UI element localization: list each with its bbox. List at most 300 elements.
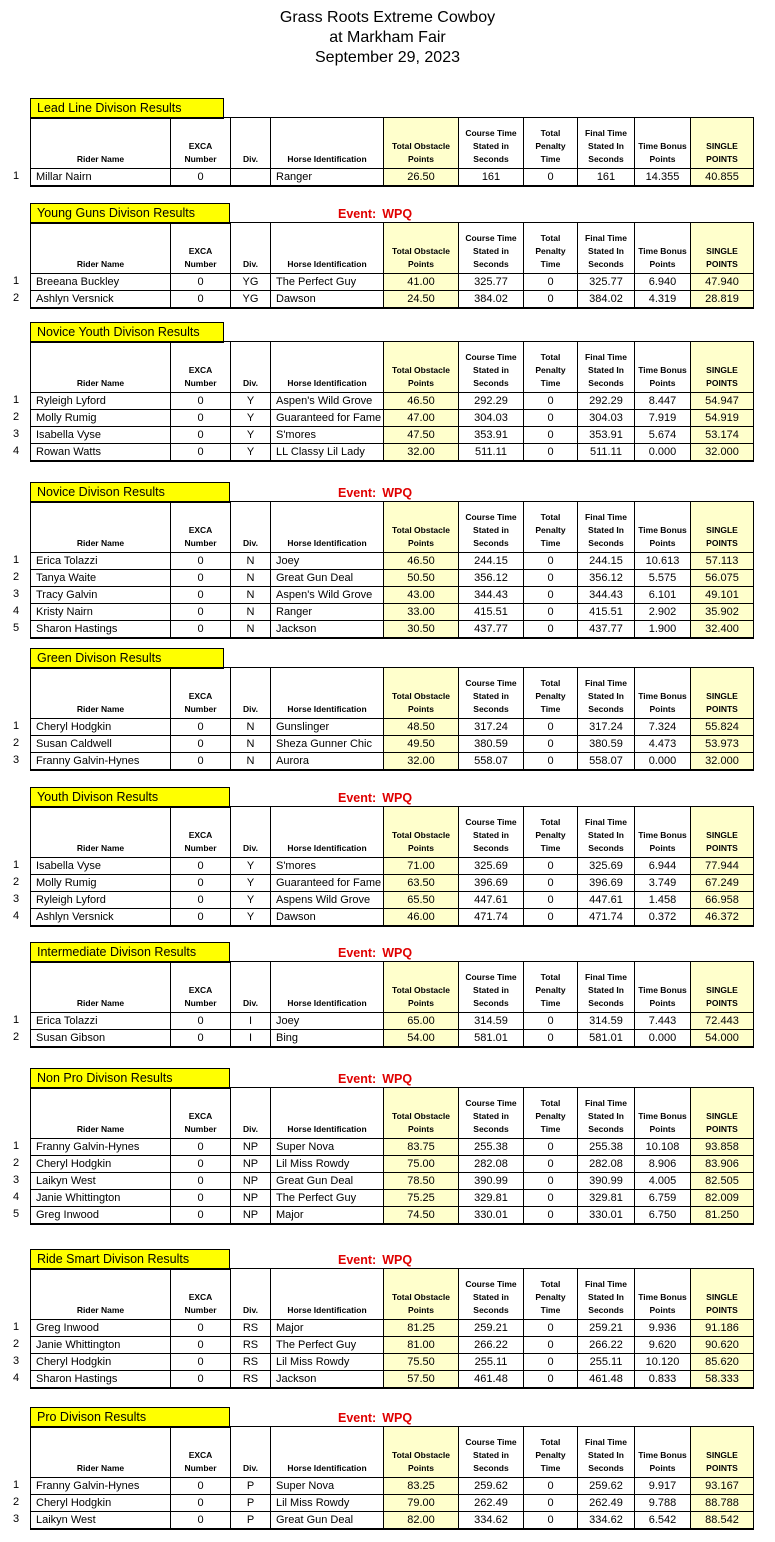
rank-number: 3 xyxy=(12,1174,20,1186)
cell-penalty: 0 xyxy=(524,1337,578,1354)
cell-rider: Greg Inwood xyxy=(31,1320,171,1337)
cell-exca: 0 xyxy=(171,753,231,771)
division-title: Novice Divison Results xyxy=(30,482,230,503)
column-header-final: Final Time Stated In Seconds xyxy=(578,118,635,169)
cell-single: 32.400 xyxy=(691,621,754,639)
event-value: WPQ xyxy=(382,1411,413,1425)
table-row xyxy=(31,1190,754,1207)
cell-horse: Lil Miss Rowdy xyxy=(271,1156,384,1173)
cell-div: RS xyxy=(231,1354,271,1371)
column-header-div: Div. xyxy=(231,1088,271,1139)
table-header-row xyxy=(31,962,754,1013)
cell-bonus: 5.674 xyxy=(635,427,691,444)
cell-bonus: 6.944 xyxy=(635,858,691,875)
cell-div: N xyxy=(231,604,271,621)
cell-penalty: 0 xyxy=(524,1495,578,1512)
table-header-row xyxy=(31,502,754,553)
table-row xyxy=(31,892,754,909)
event-label-text: Event: xyxy=(338,207,377,221)
cell-exca: 0 xyxy=(171,1030,231,1048)
cell-penalty: 0 xyxy=(524,1173,578,1190)
cell-div: Y xyxy=(231,858,271,875)
column-header-rider: Rider Name xyxy=(31,962,171,1013)
cell-course: 259.62 xyxy=(459,1478,524,1495)
cell-div: RS xyxy=(231,1371,271,1389)
cell-bonus: 6.101 xyxy=(635,587,691,604)
table-row xyxy=(31,1030,754,1048)
cell-obstacle: 82.00 xyxy=(384,1512,459,1530)
cell-exca: 0 xyxy=(171,393,231,410)
rank-number: 3 xyxy=(12,588,20,600)
table-header-row xyxy=(31,223,754,274)
cell-horse: Aspens Wild Grove xyxy=(271,892,384,909)
cell-final: 255.38 xyxy=(578,1139,635,1156)
cell-single: 82.505 xyxy=(691,1173,754,1190)
cell-final: 437.77 xyxy=(578,621,635,639)
cell-single: 93.858 xyxy=(691,1139,754,1156)
cell-course: 437.77 xyxy=(459,621,524,639)
cell-rider: Ashlyn Versnick xyxy=(31,909,171,927)
cell-exca: 0 xyxy=(171,1337,231,1354)
cell-div: N xyxy=(231,587,271,604)
cell-rider: Laikyn West xyxy=(31,1173,171,1190)
rank-number: 4 xyxy=(12,1372,20,1384)
column-header-penalty: Total Penalty Time xyxy=(524,223,578,274)
rank-number: 2 xyxy=(12,1031,20,1043)
cell-div: I xyxy=(231,1013,271,1030)
cell-obstacle: 47.50 xyxy=(384,427,459,444)
cell-penalty: 0 xyxy=(524,621,578,639)
cell-course: 581.01 xyxy=(459,1030,524,1048)
column-header-rider: Rider Name xyxy=(31,668,171,719)
cell-bonus: 9.936 xyxy=(635,1320,691,1337)
cell-penalty: 0 xyxy=(524,587,578,604)
column-header-obstacle: Total Obstacle Points xyxy=(384,668,459,719)
cell-exca: 0 xyxy=(171,909,231,927)
cell-div: P xyxy=(231,1495,271,1512)
cell-single: 35.902 xyxy=(691,604,754,621)
cell-horse: The Perfect Guy xyxy=(271,1337,384,1354)
cell-exca: 0 xyxy=(171,1190,231,1207)
cell-exca: 0 xyxy=(171,274,231,291)
cell-course: 317.24 xyxy=(459,719,524,736)
column-header-course: Course Time Stated in Seconds xyxy=(459,1269,524,1320)
event-label-text: Event: xyxy=(338,1072,377,1086)
table-row xyxy=(31,875,754,892)
cell-penalty: 0 xyxy=(524,875,578,892)
column-header-bonus: Time Bonus Points xyxy=(635,118,691,169)
cell-final: 259.62 xyxy=(578,1478,635,1495)
column-header-obstacle: Total Obstacle Points xyxy=(384,118,459,169)
cell-final: 259.21 xyxy=(578,1320,635,1337)
cell-course: 558.07 xyxy=(459,753,524,771)
cell-bonus: 8.906 xyxy=(635,1156,691,1173)
cell-course: 314.59 xyxy=(459,1013,524,1030)
cell-div: N xyxy=(231,753,271,771)
cell-obstacle: 71.00 xyxy=(384,858,459,875)
cell-course: 461.48 xyxy=(459,1371,524,1389)
cell-horse: Guaranteed for Fame xyxy=(271,875,384,892)
cell-rider: Molly Rumig xyxy=(31,410,171,427)
division-title: Young Guns Divison Results xyxy=(30,203,230,224)
cell-bonus: 6.759 xyxy=(635,1190,691,1207)
cell-horse: Lil Miss Rowdy xyxy=(271,1354,384,1371)
column-header-course: Course Time Stated in Seconds xyxy=(459,1088,524,1139)
rank-number: 1 xyxy=(12,1140,20,1152)
rank-number: 1 xyxy=(12,720,20,732)
column-header-obstacle: Total Obstacle Points xyxy=(384,807,459,858)
division-title: Lead Line Divison Results xyxy=(30,98,224,119)
cell-course: 292.29 xyxy=(459,393,524,410)
cell-final: 292.29 xyxy=(578,393,635,410)
event-value: WPQ xyxy=(382,207,413,221)
cell-single: 53.973 xyxy=(691,736,754,753)
cell-course: 255.38 xyxy=(459,1139,524,1156)
rank-number: 2 xyxy=(12,1157,20,1169)
cell-exca: 0 xyxy=(171,1013,231,1030)
rank-number: 4 xyxy=(12,605,20,617)
cell-rider: Laikyn West xyxy=(31,1512,171,1530)
cell-exca: 0 xyxy=(171,858,231,875)
cell-rider: Ryleigh Lyford xyxy=(31,393,171,410)
cell-obstacle: 46.50 xyxy=(384,393,459,410)
column-header-course: Course Time Stated in Seconds xyxy=(459,1427,524,1478)
cell-horse: S'mores xyxy=(271,858,384,875)
table-header-row xyxy=(31,1427,754,1478)
cell-obstacle: 78.50 xyxy=(384,1173,459,1190)
cell-rider: Cheryl Hodgkin xyxy=(31,719,171,736)
cell-single: 32.000 xyxy=(691,753,754,771)
cell-bonus: 7.324 xyxy=(635,719,691,736)
cell-final: 325.77 xyxy=(578,274,635,291)
cell-div: I xyxy=(231,1030,271,1048)
cell-bonus: 9.620 xyxy=(635,1337,691,1354)
cell-rider: Molly Rumig xyxy=(31,875,171,892)
table-row xyxy=(31,169,754,187)
cell-exca: 0 xyxy=(171,1512,231,1530)
cell-penalty: 0 xyxy=(524,444,578,462)
cell-div: RS xyxy=(231,1320,271,1337)
rank-number: 3 xyxy=(12,1355,20,1367)
cell-course: 353.91 xyxy=(459,427,524,444)
column-header-rider: Rider Name xyxy=(31,502,171,553)
table-row xyxy=(31,1173,754,1190)
cell-penalty: 0 xyxy=(524,1030,578,1048)
cell-obstacle: 54.00 xyxy=(384,1030,459,1048)
cell-single: 54.919 xyxy=(691,410,754,427)
column-header-obstacle: Total Obstacle Points xyxy=(384,1269,459,1320)
cell-penalty: 0 xyxy=(524,1013,578,1030)
cell-obstacle: 32.00 xyxy=(384,753,459,771)
cell-obstacle: 83.75 xyxy=(384,1139,459,1156)
cell-single: 93.167 xyxy=(691,1478,754,1495)
cell-penalty: 0 xyxy=(524,753,578,771)
cell-rider: Cheryl Hodgkin xyxy=(31,1156,171,1173)
results-table xyxy=(30,806,754,927)
event-label xyxy=(338,486,412,500)
cell-bonus: 14.355 xyxy=(635,169,691,187)
table-header-row xyxy=(31,1269,754,1320)
column-header-single: SINGLE POINTS xyxy=(691,502,754,553)
cell-obstacle: 26.50 xyxy=(384,169,459,187)
cell-exca: 0 xyxy=(171,736,231,753)
cell-horse: Ranger xyxy=(271,169,384,187)
cell-horse: Dawson xyxy=(271,909,384,927)
cell-bonus: 3.749 xyxy=(635,875,691,892)
results-table xyxy=(30,1426,754,1530)
cell-bonus: 8.447 xyxy=(635,393,691,410)
column-header-bonus: Time Bonus Points xyxy=(635,1269,691,1320)
cell-bonus: 6.750 xyxy=(635,1207,691,1225)
cell-horse: Jackson xyxy=(271,1371,384,1389)
cell-div: NP xyxy=(231,1173,271,1190)
cell-div: NP xyxy=(231,1139,271,1156)
division-title: Ride Smart Divison Results xyxy=(30,1249,230,1270)
cell-obstacle: 30.50 xyxy=(384,621,459,639)
cell-exca: 0 xyxy=(171,587,231,604)
cell-final: 266.22 xyxy=(578,1337,635,1354)
table-row xyxy=(31,444,754,462)
cell-single: 91.186 xyxy=(691,1320,754,1337)
cell-final: 161 xyxy=(578,169,635,187)
cell-final: 329.81 xyxy=(578,1190,635,1207)
column-header-exca: EXCA Number xyxy=(171,223,231,274)
cell-exca: 0 xyxy=(171,1478,231,1495)
cell-bonus: 7.443 xyxy=(635,1013,691,1030)
cell-horse: Aspen's Wild Grove xyxy=(271,587,384,604)
cell-rider: Cheryl Hodgkin xyxy=(31,1495,171,1512)
cell-final: 344.43 xyxy=(578,587,635,604)
column-header-final: Final Time Stated In Seconds xyxy=(578,342,635,393)
column-header-single: SINGLE POINTS xyxy=(691,1427,754,1478)
cell-course: 344.43 xyxy=(459,587,524,604)
cell-exca: 0 xyxy=(171,570,231,587)
cell-bonus: 4.319 xyxy=(635,291,691,309)
rank-number: 1 xyxy=(12,859,20,871)
cell-horse: Great Gun Deal xyxy=(271,570,384,587)
cell-course: 471.74 xyxy=(459,909,524,927)
rank-number: 2 xyxy=(12,876,20,888)
cell-course: 415.51 xyxy=(459,604,524,621)
table-row xyxy=(31,291,754,309)
cell-bonus: 9.788 xyxy=(635,1495,691,1512)
cell-course: 325.69 xyxy=(459,858,524,875)
cell-single: 82.009 xyxy=(691,1190,754,1207)
cell-rider: Erica Tolazzi xyxy=(31,553,171,570)
column-header-single: SINGLE POINTS xyxy=(691,1269,754,1320)
column-header-horse: Horse Identification xyxy=(271,342,384,393)
cell-single: 58.333 xyxy=(691,1371,754,1389)
cell-obstacle: 63.50 xyxy=(384,875,459,892)
cell-final: 317.24 xyxy=(578,719,635,736)
column-header-penalty: Total Penalty Time xyxy=(524,807,578,858)
table-row xyxy=(31,1371,754,1389)
cell-bonus: 10.108 xyxy=(635,1139,691,1156)
column-header-exca: EXCA Number xyxy=(171,1269,231,1320)
cell-final: 314.59 xyxy=(578,1013,635,1030)
cell-course: 330.01 xyxy=(459,1207,524,1225)
cell-rider: Cheryl Hodgkin xyxy=(31,1354,171,1371)
column-header-final: Final Time Stated In Seconds xyxy=(578,807,635,858)
column-header-final: Final Time Stated In Seconds xyxy=(578,668,635,719)
column-header-rider: Rider Name xyxy=(31,223,171,274)
document-title-line3: September 29, 2023 xyxy=(315,49,460,66)
cell-horse: Super Nova xyxy=(271,1139,384,1156)
results-table xyxy=(30,1087,754,1225)
cell-course: 325.77 xyxy=(459,274,524,291)
cell-single: 53.174 xyxy=(691,427,754,444)
cell-div: N xyxy=(231,570,271,587)
table-row xyxy=(31,858,754,875)
cell-single: 83.906 xyxy=(691,1156,754,1173)
cell-div: N xyxy=(231,553,271,570)
column-header-exca: EXCA Number xyxy=(171,807,231,858)
cell-div: N xyxy=(231,736,271,753)
cell-rider: Greg Inwood xyxy=(31,1207,171,1225)
table-header-row xyxy=(31,342,754,393)
event-label-text: Event: xyxy=(338,791,377,805)
cell-div: Y xyxy=(231,875,271,892)
column-header-final: Final Time Stated In Seconds xyxy=(578,1269,635,1320)
document-title-line1: Grass Roots Extreme Cowboy xyxy=(279,9,496,26)
table-row xyxy=(31,736,754,753)
cell-single: 67.249 xyxy=(691,875,754,892)
column-header-single: SINGLE POINTS xyxy=(691,962,754,1013)
table-row xyxy=(31,1478,754,1495)
column-header-bonus: Time Bonus Points xyxy=(635,1427,691,1478)
cell-obstacle: 41.00 xyxy=(384,274,459,291)
cell-obstacle: 32.00 xyxy=(384,444,459,462)
cell-bonus: 0.000 xyxy=(635,1030,691,1048)
column-header-single: SINGLE POINTS xyxy=(691,223,754,274)
event-label xyxy=(338,791,412,805)
cell-rider: Ashlyn Versnick xyxy=(31,291,171,309)
column-header-exca: EXCA Number xyxy=(171,668,231,719)
cell-exca: 0 xyxy=(171,427,231,444)
column-header-course: Course Time Stated in Seconds xyxy=(459,502,524,553)
cell-penalty: 0 xyxy=(524,858,578,875)
column-header-course: Course Time Stated in Seconds xyxy=(459,223,524,274)
cell-single: 55.824 xyxy=(691,719,754,736)
column-header-obstacle: Total Obstacle Points xyxy=(384,223,459,274)
cell-rider: Sharon Hastings xyxy=(31,621,171,639)
column-header-penalty: Total Penalty Time xyxy=(524,118,578,169)
cell-final: 511.11 xyxy=(578,444,635,462)
cell-single: 54.000 xyxy=(691,1030,754,1048)
cell-div: N xyxy=(231,621,271,639)
column-header-bonus: Time Bonus Points xyxy=(635,502,691,553)
cell-penalty: 0 xyxy=(524,274,578,291)
cell-div: Y xyxy=(231,444,271,462)
document-title-line2: at Markham Fair xyxy=(329,29,446,46)
cell-final: 415.51 xyxy=(578,604,635,621)
event-value: WPQ xyxy=(382,486,413,500)
rank-number: 1 xyxy=(12,394,20,406)
cell-course: 161 xyxy=(459,169,524,187)
column-header-obstacle: Total Obstacle Points xyxy=(384,1427,459,1478)
cell-obstacle: 48.50 xyxy=(384,719,459,736)
column-header-obstacle: Total Obstacle Points xyxy=(384,342,459,393)
column-header-horse: Horse Identification xyxy=(271,1427,384,1478)
event-label-text: Event: xyxy=(338,486,377,500)
cell-penalty: 0 xyxy=(524,553,578,570)
cell-rider: Franny Galvin-Hynes xyxy=(31,1478,171,1495)
column-header-div: Div. xyxy=(231,1269,271,1320)
cell-course: 334.62 xyxy=(459,1512,524,1530)
table-row xyxy=(31,410,754,427)
cell-final: 244.15 xyxy=(578,553,635,570)
cell-bonus: 7.919 xyxy=(635,410,691,427)
column-header-bonus: Time Bonus Points xyxy=(635,962,691,1013)
cell-exca: 0 xyxy=(171,892,231,909)
column-header-bonus: Time Bonus Points xyxy=(635,342,691,393)
cell-div: YG xyxy=(231,291,271,309)
cell-obstacle: 65.00 xyxy=(384,1013,459,1030)
table-row xyxy=(31,1337,754,1354)
table-row xyxy=(31,1139,754,1156)
cell-horse: Jackson xyxy=(271,621,384,639)
cell-horse: The Perfect Guy xyxy=(271,274,384,291)
table-header-row xyxy=(31,807,754,858)
column-header-horse: Horse Identification xyxy=(271,668,384,719)
column-header-obstacle: Total Obstacle Points xyxy=(384,1088,459,1139)
cell-bonus: 10.613 xyxy=(635,553,691,570)
column-header-course: Course Time Stated in Seconds xyxy=(459,342,524,393)
cell-exca: 0 xyxy=(171,604,231,621)
cell-horse: Great Gun Deal xyxy=(271,1512,384,1530)
cell-div: NP xyxy=(231,1190,271,1207)
column-header-horse: Horse Identification xyxy=(271,1269,384,1320)
cell-penalty: 0 xyxy=(524,427,578,444)
cell-horse: Major xyxy=(271,1320,384,1337)
column-header-final: Final Time Stated In Seconds xyxy=(578,962,635,1013)
cell-exca: 0 xyxy=(171,875,231,892)
cell-single: 66.958 xyxy=(691,892,754,909)
cell-rider: Rowan Watts xyxy=(31,444,171,462)
cell-rider: Franny Galvin-Hynes xyxy=(31,1139,171,1156)
rank-number: 4 xyxy=(12,910,20,922)
division-title: Intermediate Divison Results xyxy=(30,942,230,963)
cell-horse: Joey xyxy=(271,553,384,570)
cell-bonus: 2.902 xyxy=(635,604,691,621)
cell-single: 85.620 xyxy=(691,1354,754,1371)
cell-final: 384.02 xyxy=(578,291,635,309)
cell-single: 90.620 xyxy=(691,1337,754,1354)
cell-final: 356.12 xyxy=(578,570,635,587)
column-header-final: Final Time Stated In Seconds xyxy=(578,1427,635,1478)
column-header-rider: Rider Name xyxy=(31,807,171,858)
column-header-exca: EXCA Number xyxy=(171,1427,231,1478)
cell-penalty: 0 xyxy=(524,604,578,621)
cell-single: 40.855 xyxy=(691,169,754,187)
column-header-rider: Rider Name xyxy=(31,118,171,169)
cell-single: 72.443 xyxy=(691,1013,754,1030)
column-header-div: Div. xyxy=(231,118,271,169)
column-header-final: Final Time Stated In Seconds xyxy=(578,502,635,553)
column-header-div: Div. xyxy=(231,223,271,274)
table-row xyxy=(31,1207,754,1225)
cell-rider: Sharon Hastings xyxy=(31,1371,171,1389)
column-header-div: Div. xyxy=(231,342,271,393)
results-table xyxy=(30,222,754,309)
cell-single: 32.000 xyxy=(691,444,754,462)
cell-final: 262.49 xyxy=(578,1495,635,1512)
division-title: Youth Divison Results xyxy=(30,787,230,808)
cell-obstacle: 81.25 xyxy=(384,1320,459,1337)
results-table xyxy=(30,667,754,771)
cell-exca: 0 xyxy=(171,553,231,570)
cell-obstacle: 50.50 xyxy=(384,570,459,587)
